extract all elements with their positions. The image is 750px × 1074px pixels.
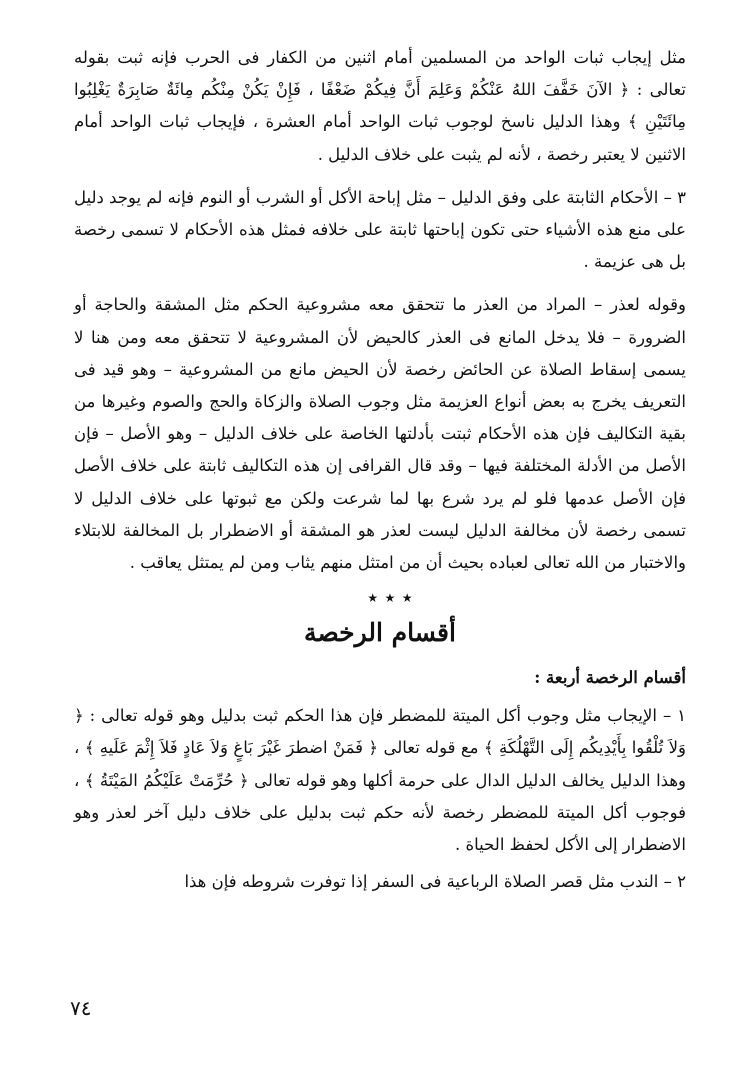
section-separator: ٭ ٭ ٭ (367, 585, 413, 610)
page-number: ٧٤ (70, 996, 92, 1020)
page-body (74, 42, 686, 909)
paragraph-4: ١ – الإيجاب مثل وجوب أكل الميتة للمضطر فإن هذا الحكم ثبت بدليل وهو قوله تعالى : ﴿ وَلاَ تُلْقُوا بِأَيْدِيكُم إِلَى التَّهْلُكَةِ ﴾ مع قوله تعالى ﴿ فَمَنْ اضطرَ غَيْرَ بَاغٍ وَلاَ عَادٍ فَلاَ إِثْمَ عَلَيهِ ﴾ ، وهذا الدليل يخالف الدليل الدال على حرمة أكلها وهو قوله تعالى ﴿ حُرِّمَتْ عَلَيْكُمُ المَيْتَةُ ﴾ ، فوجوب أكل الميتة للمضطر رخصة لأنه حكم ثبت بدليل على خلاف دليل آخر لعذر وهو الاضطرار إلى الأكل لحفظ الحياة . (74, 706, 686, 855)
paragraph-5: ٢ – الندب مثل قصر الصلاة الرباعية فى السفر إذا توفرت شروطه فإن هذا (184, 872, 686, 892)
paragraph-1: مثل إيجاب ثبات الواحد من المسلمين أمام اثنين من الكفار فى الحرب فإنه ثبت بقوله تعالى : ﴿ الآنَ خَفَّفَ اللهُ عَنْكُمْ وَعَلِمَ أَنَّ فِيكُمْ ضَعْفًا ، فَإِنْ يَكُنْ مِنْكُم مِائَةٌ صَابِرَةٌ يَغْلِبُوا مِائَتَيْنِ ﴾ وهذا الدليل ناسخ لوجوب ثبات الواحد أمام العشرة ، فإيجاب ثبات الواحد أمام الاثنين لا يعتبر رخصة ، لأنه لم يثبت على خلاف الدليل . (74, 48, 686, 164)
paragraph-2: ٣ – الأحكام الثابتة على وفق الدليل – مثل إباحة الأكل أو الشرب أو النوم فإنه لم يوجد دليل على منع هذه الأشياء حتى تكون إباحتها ثابتة على خلافه فمثل هذه الأحكام لا تسمى رخصة بل هى عزيمة . (74, 187, 686, 272)
section-title: أقسام الرخصة (304, 618, 456, 648)
paragraph-3: وقوله لعذر – المراد من العذر ما تتحقق معه مشروعية الحكم مثل المشقة والحاجة أو الضرورة – فلا يدخل المانع فى العذر كالحيض لأن المشروعية لا تتحقق معه ومن هنا لا يسمى إسقاط الصلاة عن الحائض رخصة لأن الحيض مانع من المشروعية – وهو قيد فى التعريف يخرج به بعض أنواع العزيمة مثل وجوب الصلاة والزكاة والحج والصوم وغيرها من بقية التكاليف فإن هذه الأحكام ثبتت بأدلتها الخاصة على خلاف الدليل – وهو الأصل – فإن الأصل من الأدلة المختلفة فيها – وقد قال القرافى إن هذه التكاليف ثابتة على خلاف الأصل فإن الأصل عدمها فلو لم يرد شرع بها لما شرعت ولكن مع ثبوتها على خلاف الدليل لا تسمى رخصة لأن مخالفة الدليل ليست لعذر هو المشقة أو الاضطرار بل المخالفة للابتلاء والاختبار من الله تعالى لعباده بحيث أن من امتثل منهم يثاب ومن لم يمتثل يعاقب . (74, 295, 686, 573)
subheading: أقسام الرخصة أربعة : (534, 668, 686, 688)
